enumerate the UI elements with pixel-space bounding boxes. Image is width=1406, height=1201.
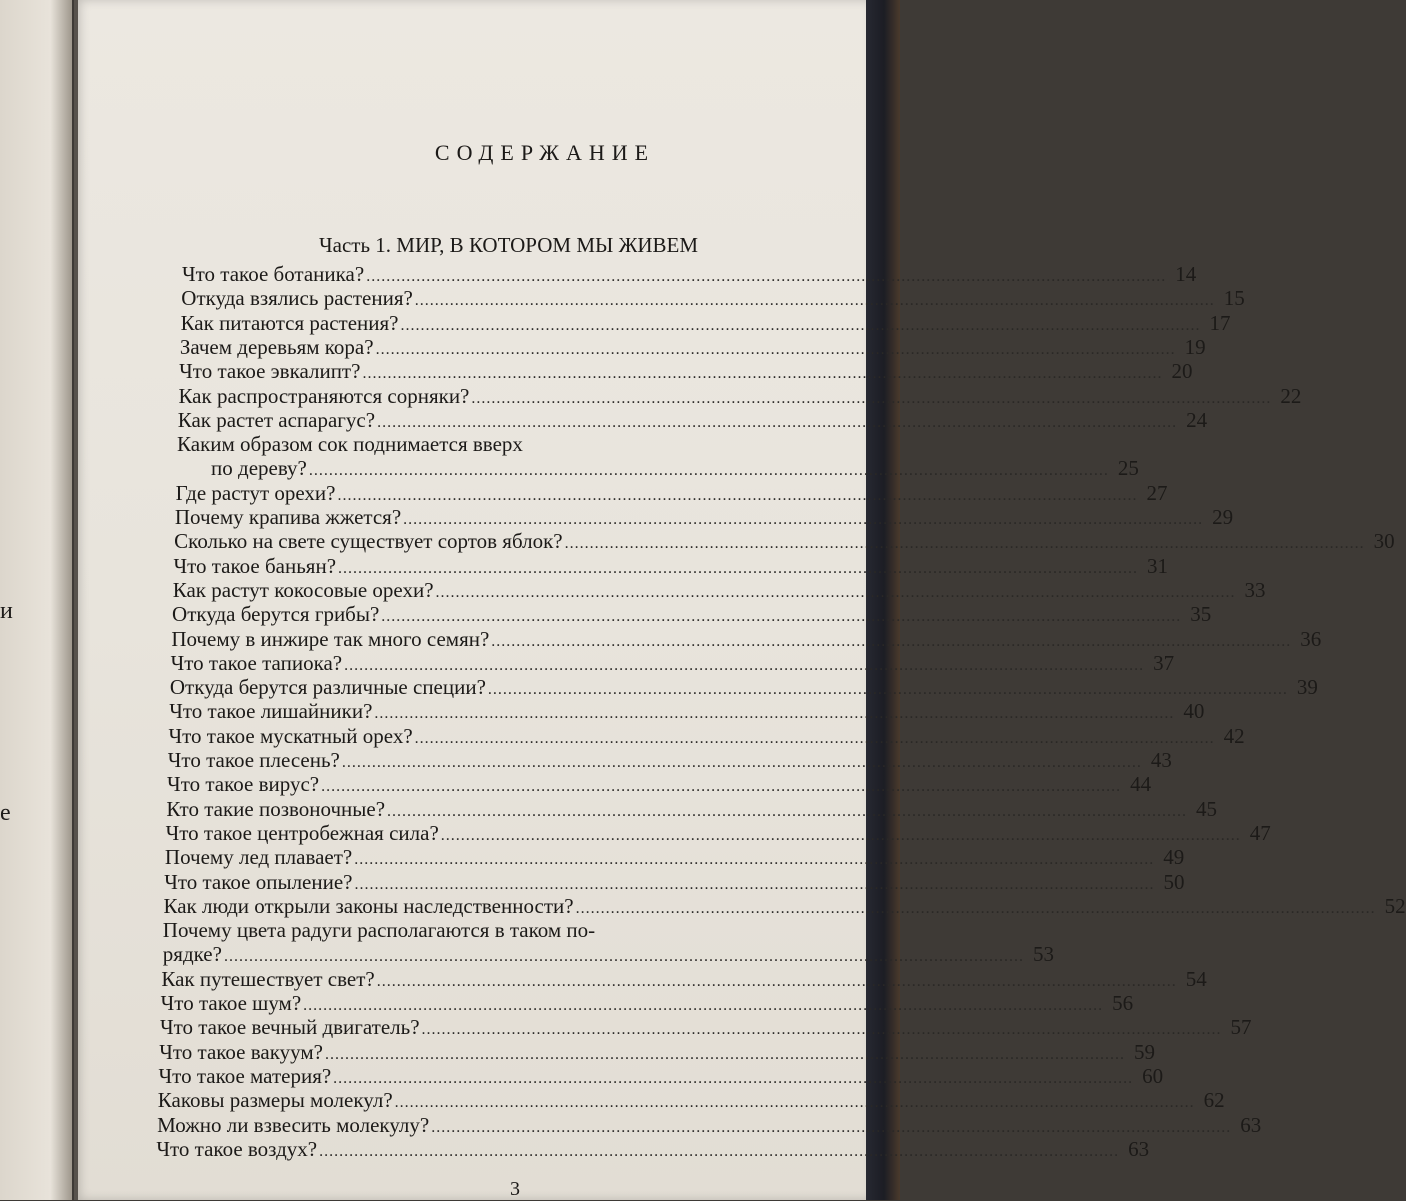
toc-entry [164, 869, 1185, 894]
toc-entry [166, 796, 1218, 821]
left-page-fragment: и [0, 598, 13, 624]
dot-leader: ................................................................................................................................................................ [366, 268, 1167, 285]
toc-entry [162, 942, 1054, 967]
toc-entry [173, 553, 1169, 578]
toc-entry-title: Что такое лишайники? [169, 699, 373, 724]
dot-leader: ................................................................................................................................................................ [471, 389, 1272, 407]
toc-entry [164, 845, 1185, 870]
dot-leader: ................................................................................................................................................................ [303, 997, 1104, 1014]
book-page [74, 0, 1406, 1200]
dot-leader: ................................................................................................................................................................ [223, 948, 1024, 966]
toc-entry-page: 31 [1147, 553, 1169, 578]
toc-entry-page: 29 [1212, 505, 1234, 529]
toc-entry-page: 36 [1300, 626, 1322, 651]
dot-leader: ................................................................................................................................................................ [354, 875, 1155, 893]
toc-entry-title: Что такое вакуум? [159, 1039, 323, 1064]
part-title: Часть 1. МИР, В КОТОРОМ МЫ ЖИВЕМ [319, 233, 699, 257]
toc-entry [161, 966, 1207, 991]
toc-entry-title: Сколько на свете существует сортов яблок? [174, 529, 563, 554]
dot-leader: ................................................................................................................................................................ [333, 1069, 1134, 1087]
dot-leader: ................................................................................................................................................................ [381, 608, 1182, 626]
toc-entry-page: 54 [1185, 966, 1207, 991]
dot-leader: ................................................................................................................................................................ [321, 778, 1122, 796]
dot-leader: ................................................................................................................................................................ [374, 705, 1175, 723]
toc-entry-title: Что такое центробежная сила? [165, 820, 439, 845]
toc-entry-title: Можно ли взвесить молекулу? [157, 1112, 430, 1137]
toc-entry-page: 25 [1117, 456, 1139, 481]
toc-entry [169, 699, 1205, 724]
dot-leader: ................................................................................................................................................................ [338, 559, 1139, 577]
toc-entry [179, 334, 1206, 359]
toc-entry-page: 40 [1183, 699, 1205, 724]
toc-entry [159, 1039, 1155, 1064]
dot-leader: ................................................................................................................................................................ [564, 535, 1365, 553]
dot-leader: ................................................................................................................................................................ [375, 340, 1176, 358]
toc-entry [172, 602, 1212, 627]
toc-entry-title: Как путешествует свет? [161, 966, 375, 991]
toc-entry-page: 52 [1384, 893, 1406, 918]
toc-entry-title: Почему лед плавает? [164, 845, 353, 870]
toc-entry-title: Как питаются растения? [180, 310, 399, 335]
toc-entry [179, 359, 1193, 384]
page-gutter [74, 0, 78, 1200]
toc-entry-page: 49 [1163, 845, 1185, 870]
toc-entry [211, 456, 1139, 481]
toc-entry-page: 39 [1296, 675, 1318, 700]
toc-entry-title: Где растут орехи? [175, 480, 336, 505]
dot-leader: ................................................................................................................................................................ [403, 511, 1204, 528]
toc-entry-page: 37 [1153, 650, 1175, 675]
toc-entry [167, 772, 1152, 797]
toc-entry-title: рядке? [162, 942, 222, 967]
toc-entry-title: Что такое воздух? [156, 1136, 318, 1161]
toc-entry-page: 15 [1223, 286, 1245, 311]
dot-leader: ................................................................................................................................................................ [362, 365, 1163, 383]
toc-entry-title: Что такое баньян? [173, 553, 337, 578]
toc-entry-page: 22 [1280, 383, 1302, 408]
toc-entry-title: Что такое опыление? [164, 869, 353, 894]
toc-entry-page: 24 [1186, 407, 1208, 432]
toc-entry [167, 748, 1172, 772]
toc-entry-page: 62 [1203, 1088, 1225, 1113]
toc-entry-title: Зачем деревьям кора? [179, 334, 374, 359]
dot-leader: ................................................................................................................................................................ [414, 292, 1215, 310]
toc-entry [165, 820, 1271, 845]
toc-entry [156, 1136, 1150, 1161]
toc-entry [178, 383, 1302, 408]
toc-entry-page: 50 [1163, 869, 1185, 894]
toc-entry-title: Почему крапива жжется? [174, 505, 402, 529]
dot-leader: ................................................................................................................................................................ [487, 681, 1288, 699]
toc-entry [175, 480, 1168, 505]
toc-entry [158, 1063, 1164, 1088]
toc-entry [174, 529, 1395, 554]
dot-leader: ................................................................................................................................................................ [376, 972, 1177, 990]
toc-entry-page: 42 [1223, 723, 1245, 748]
toc-entry [174, 505, 1234, 529]
left-page-edge [0, 0, 72, 1200]
toc-entry-title: Что такое ботаника? [182, 262, 365, 286]
toc-entry-page: 45 [1196, 796, 1218, 821]
toc-entry-title: Почему в инжире так много семян? [171, 626, 490, 651]
toc-entry-title: Что такое плесень? [167, 748, 340, 772]
toc-entry-page: 63 [1128, 1136, 1150, 1161]
toc-entry-title: Что такое вирус? [167, 772, 320, 797]
toc-entry-title: Что такое тапиока? [170, 650, 343, 675]
toc-entry-title: Что такое вечный двигатель? [159, 1015, 420, 1040]
dot-leader: ................................................................................................................................................................ [414, 729, 1215, 747]
dot-leader: ................................................................................................................................................................ [421, 1021, 1222, 1039]
toc-entry [168, 723, 1245, 748]
toc-entry-page: 59 [1133, 1039, 1155, 1064]
toc-entry-title: Как люди открыли законы наследственности? [163, 893, 574, 918]
toc-entry-page: 60 [1142, 1063, 1164, 1088]
toc-entry-title: Как растет аспарагус? [177, 407, 376, 432]
dot-leader: ................................................................................................................................................................ [431, 1118, 1232, 1136]
dot-leader: ................................................................................................................................................................ [354, 851, 1155, 869]
toc-entry [180, 310, 1231, 335]
dot-leader: ................................................................................................................................................................ [435, 583, 1236, 601]
toc-entry-page: 35 [1190, 602, 1212, 627]
toc-entry-title: Откуда взялись растения? [181, 286, 413, 311]
dot-leader: ................................................................................................................................................................ [387, 802, 1188, 820]
toc-entry-page: 43 [1150, 748, 1172, 772]
table-of-contents [74, 0, 1406, 1200]
toc-entry [181, 286, 1245, 311]
toc-entry-title: Каковы размеры молекул? [157, 1088, 393, 1113]
dot-leader: ................................................................................................................................................................ [491, 632, 1292, 650]
toc-entry-page: 20 [1171, 359, 1193, 384]
toc-entry-title: Что такое эвкалипт? [179, 359, 361, 384]
dot-leader: ................................................................................................................................................................ [377, 413, 1178, 431]
toc-entry [157, 1088, 1225, 1113]
dot-leader: ................................................................................................................................................................ [400, 316, 1201, 334]
dot-leader: ................................................................................................................................................................ [344, 656, 1145, 674]
toc-entry [159, 1015, 1252, 1040]
dot-leader: ................................................................................................................................................................ [575, 899, 1376, 917]
dot-leader: ................................................................................................................................................................ [319, 1142, 1120, 1160]
toc-entry-title: Как распространяются сорняки? [178, 383, 470, 408]
toc-entry-page: 57 [1230, 1015, 1252, 1040]
toc-entry-page: 30 [1373, 529, 1395, 554]
toc-entry-title: Каким образом сок поднимается вверх [177, 432, 523, 457]
dot-leader: ................................................................................................................................................................ [341, 754, 1142, 771]
toc-entry [171, 626, 1322, 651]
toc-entry-title: Кто такие позвоночные? [166, 796, 386, 821]
dot-leader: ................................................................................................................................................................ [440, 826, 1241, 844]
toc-entry [160, 991, 1134, 1015]
toc-entry-title: Что такое мускатный орех? [168, 723, 413, 748]
toc-entry [177, 407, 1208, 432]
toc-entry-title: Что такое материя? [158, 1063, 332, 1088]
toc-entry-page: 33 [1244, 577, 1266, 602]
page-number: 3 [510, 1178, 520, 1200]
toc-entry-page: 44 [1130, 772, 1152, 797]
toc-entry-page: 47 [1249, 820, 1271, 845]
toc-entry [182, 262, 1197, 286]
toc-entry-page: 56 [1112, 991, 1134, 1015]
toc-entry [169, 675, 1318, 700]
toc-entry-page: 27 [1146, 480, 1168, 505]
toc-entry [170, 650, 1175, 675]
toc-entry-title: Откуда берутся грибы? [172, 602, 380, 627]
toc-entry-page: 14 [1175, 262, 1197, 286]
toc-entry-page: 17 [1209, 310, 1231, 335]
toc-entry-page: 53 [1032, 942, 1054, 967]
dot-leader: ................................................................................................................................................................ [324, 1045, 1125, 1063]
toc-entry [163, 893, 1406, 918]
toc-entry-title: Как растут кокосовые орехи? [172, 577, 434, 602]
toc-entry-title: по дереву? [211, 456, 307, 481]
toc-entry-page: 19 [1184, 334, 1206, 359]
page-title: СОДЕРЖАНИЕ [434, 140, 656, 165]
dot-leader: ................................................................................................................................................................ [394, 1094, 1195, 1112]
toc-entry-title: Почему цвета радуги располагаются в таком по- [162, 918, 596, 943]
dot-leader: ................................................................................................................................................................ [308, 462, 1109, 480]
toc-entry-title: Откуда берутся различные специи? [169, 675, 486, 700]
dot-leader: ................................................................................................................................................................ [337, 486, 1138, 504]
toc-entry [157, 1112, 1262, 1137]
toc-entry-page: 63 [1240, 1112, 1262, 1137]
toc-entry-title: Что такое шум? [160, 991, 302, 1015]
toc-entry [172, 577, 1266, 602]
left-page-fragment: е [0, 800, 11, 826]
